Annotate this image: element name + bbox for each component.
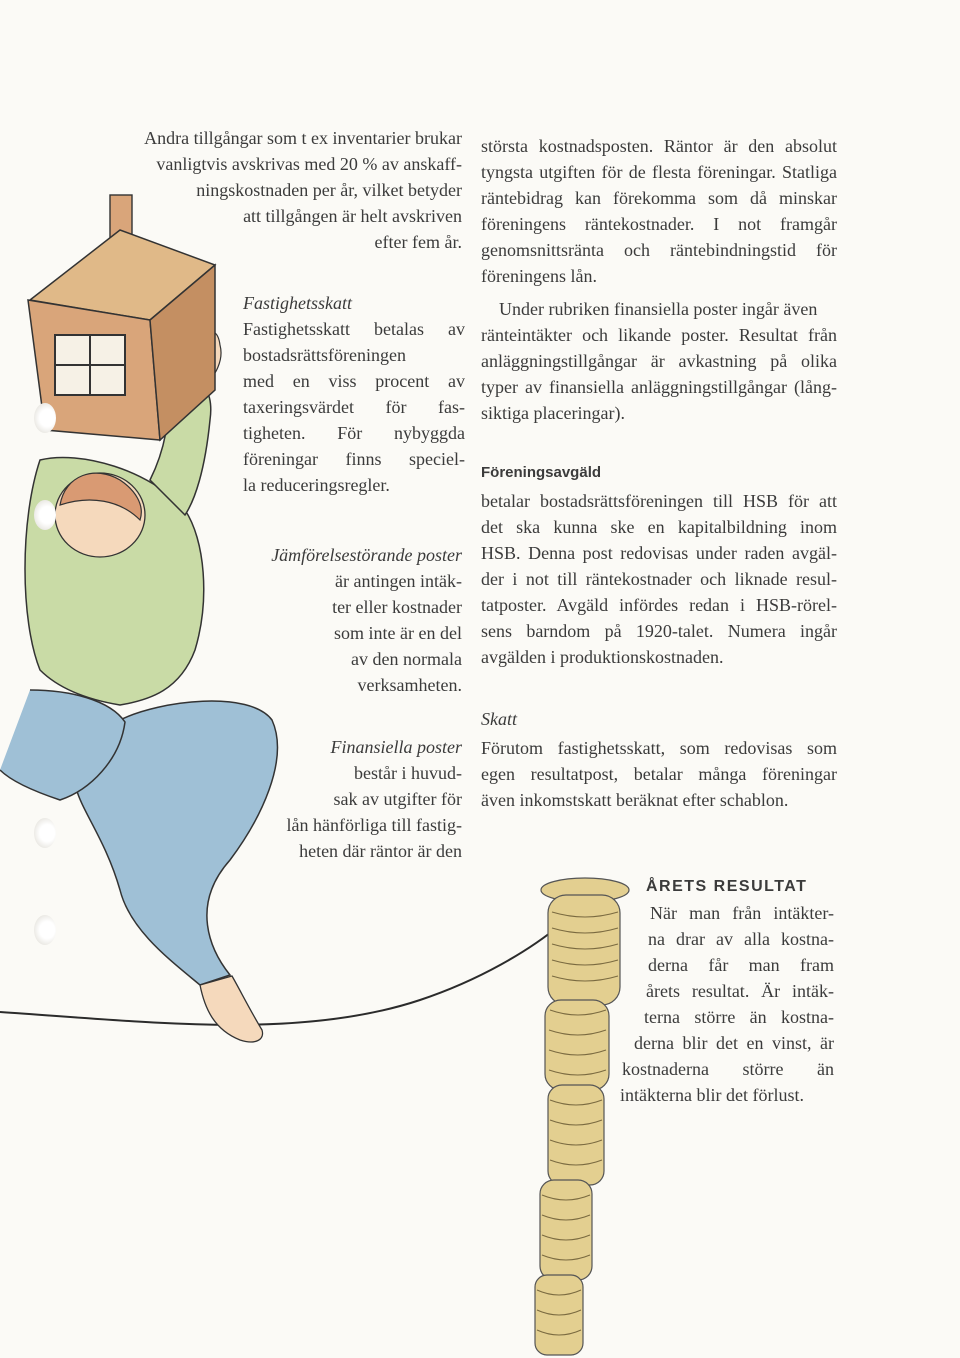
text-line: Under rubriken finansiella poster ingår även (499, 299, 818, 319)
binder-hole (34, 403, 56, 433)
text-line: av den normala (351, 649, 462, 669)
text-line: efter fem år. (374, 232, 462, 252)
finansiella-paragraph-2 (481, 296, 837, 426)
text-line: föreningens räntekostnader. I not framgår (481, 214, 837, 234)
text-line: betalar bostadsrättsföreningen till HSB för att (481, 491, 837, 511)
binder-hole (34, 915, 56, 945)
skatt-paragraph (481, 735, 837, 813)
text-line: heten där räntor är den (299, 841, 462, 861)
text-line: intäkterna blir det förlust. (620, 1085, 804, 1105)
text-line: föreningar finns speciel- (243, 449, 465, 469)
text-line: tyngsta utgiften för de flesta föreningar. Statliga (481, 162, 837, 182)
text-line: genomsnittsränta och räntebindningstid för (481, 240, 837, 260)
text-line: taxeringsvärdet för fas- (243, 397, 465, 417)
text-line: med en viss procent av (243, 371, 465, 391)
foreningsavgald-paragraph (481, 488, 837, 670)
text-line: vanligtvis avskrivas med 20 % av anskaff- (156, 154, 462, 174)
text-line: na drar av alla kostna- (648, 929, 834, 949)
fastighetsskatt-paragraph (243, 316, 465, 498)
text-line: la reduceringsregler. (243, 475, 390, 495)
foreningsavgald-heading: Föreningsavgäld (481, 464, 602, 481)
finansiella-paragraph (287, 760, 462, 864)
text-line: tatposter. Avgäld infördes redan i HSB-rörel- (481, 595, 837, 615)
text-line: Andra tillgångar som t ex inventarier brukar (144, 128, 462, 148)
text-line: räntebidrag kan förekomma som då minskar (481, 188, 837, 208)
text-line: årets resultat. Är intäk- (646, 981, 834, 1001)
tightrope (0, 925, 560, 1025)
text-line: ningskostnaden per år, vilket betyder (196, 180, 462, 200)
text-line: anläggningstillgångar är avkastning på olika (481, 351, 837, 371)
text-line: derna får man fram (648, 955, 834, 975)
text-line: tigheten. För nybyggda (243, 423, 465, 443)
skatt-heading: Skatt (481, 709, 517, 729)
finansiella-continued (481, 133, 837, 289)
text-line: typer av finansiella anläggningstillgångar (lång- (481, 377, 837, 397)
text-line: består i huvud- (354, 763, 462, 783)
text-line: Förutom fastighetsskatt, som redovisas som (481, 738, 837, 758)
text-line: även inkomstskatt beräknat efter schablon. (481, 790, 789, 810)
text-line: är antingen intäk- (335, 571, 462, 591)
text-line: sak av utgifter för (333, 789, 462, 809)
text-line: bostadsrättsföreningen (243, 345, 406, 365)
text-line: att tillgången är helt avskriven (243, 206, 462, 226)
text-line: som inte är en del (334, 623, 462, 643)
text-line: lån hänförliga till fastig- (286, 815, 462, 835)
arets-resultat-heading: ÅRETS RESULTAT (646, 878, 808, 895)
binder-hole (34, 500, 56, 530)
text-line: der i not till räntekostnader och liknade resul- (481, 569, 837, 589)
text-line: föreningens lån. (481, 266, 597, 286)
text-line: HSB. Denna post redovisas under raden avgäl- (481, 543, 837, 563)
fastighetsskatt-heading: Fastighetsskatt (243, 293, 352, 313)
jamforelse-heading: Jämförelsestörande poster (271, 545, 462, 565)
finansiella-heading: Finansiella poster (330, 737, 462, 757)
text-line: siktiga placeringar). (481, 403, 625, 423)
text-line: största kostnadsposten. Räntor är den absolut (481, 136, 837, 156)
text-line: det ska kunna ske en kapitalbildning inom (481, 517, 837, 537)
foot (200, 976, 263, 1042)
text-line: När man från intäkter- (650, 903, 834, 923)
binder-hole (34, 818, 56, 848)
text-line: avgälden i produktionskostnaden. (481, 647, 724, 667)
text-line: kostnaderna större än (622, 1059, 834, 1079)
intro-paragraph (144, 125, 462, 255)
text-line: Fastighetsskatt betalas av (243, 319, 465, 339)
text-line: ter eller kostnader (332, 597, 462, 617)
text-line: egen resultatpost, betalar många föreningar (481, 764, 837, 784)
coin-stack (535, 878, 629, 1355)
text-line: derna blir det en vinst, är (634, 1033, 834, 1053)
text-line: ränteintäkter och likande poster. Resultat från (481, 325, 837, 345)
text-line: terna större än kostna- (644, 1007, 834, 1027)
text-line: verksamheten. (357, 675, 462, 695)
arets-resultat-paragraph (620, 900, 834, 1108)
jamforelse-paragraph (332, 568, 462, 698)
text-line: sens barndom på 1920-talet. Numera ingår (481, 621, 837, 641)
